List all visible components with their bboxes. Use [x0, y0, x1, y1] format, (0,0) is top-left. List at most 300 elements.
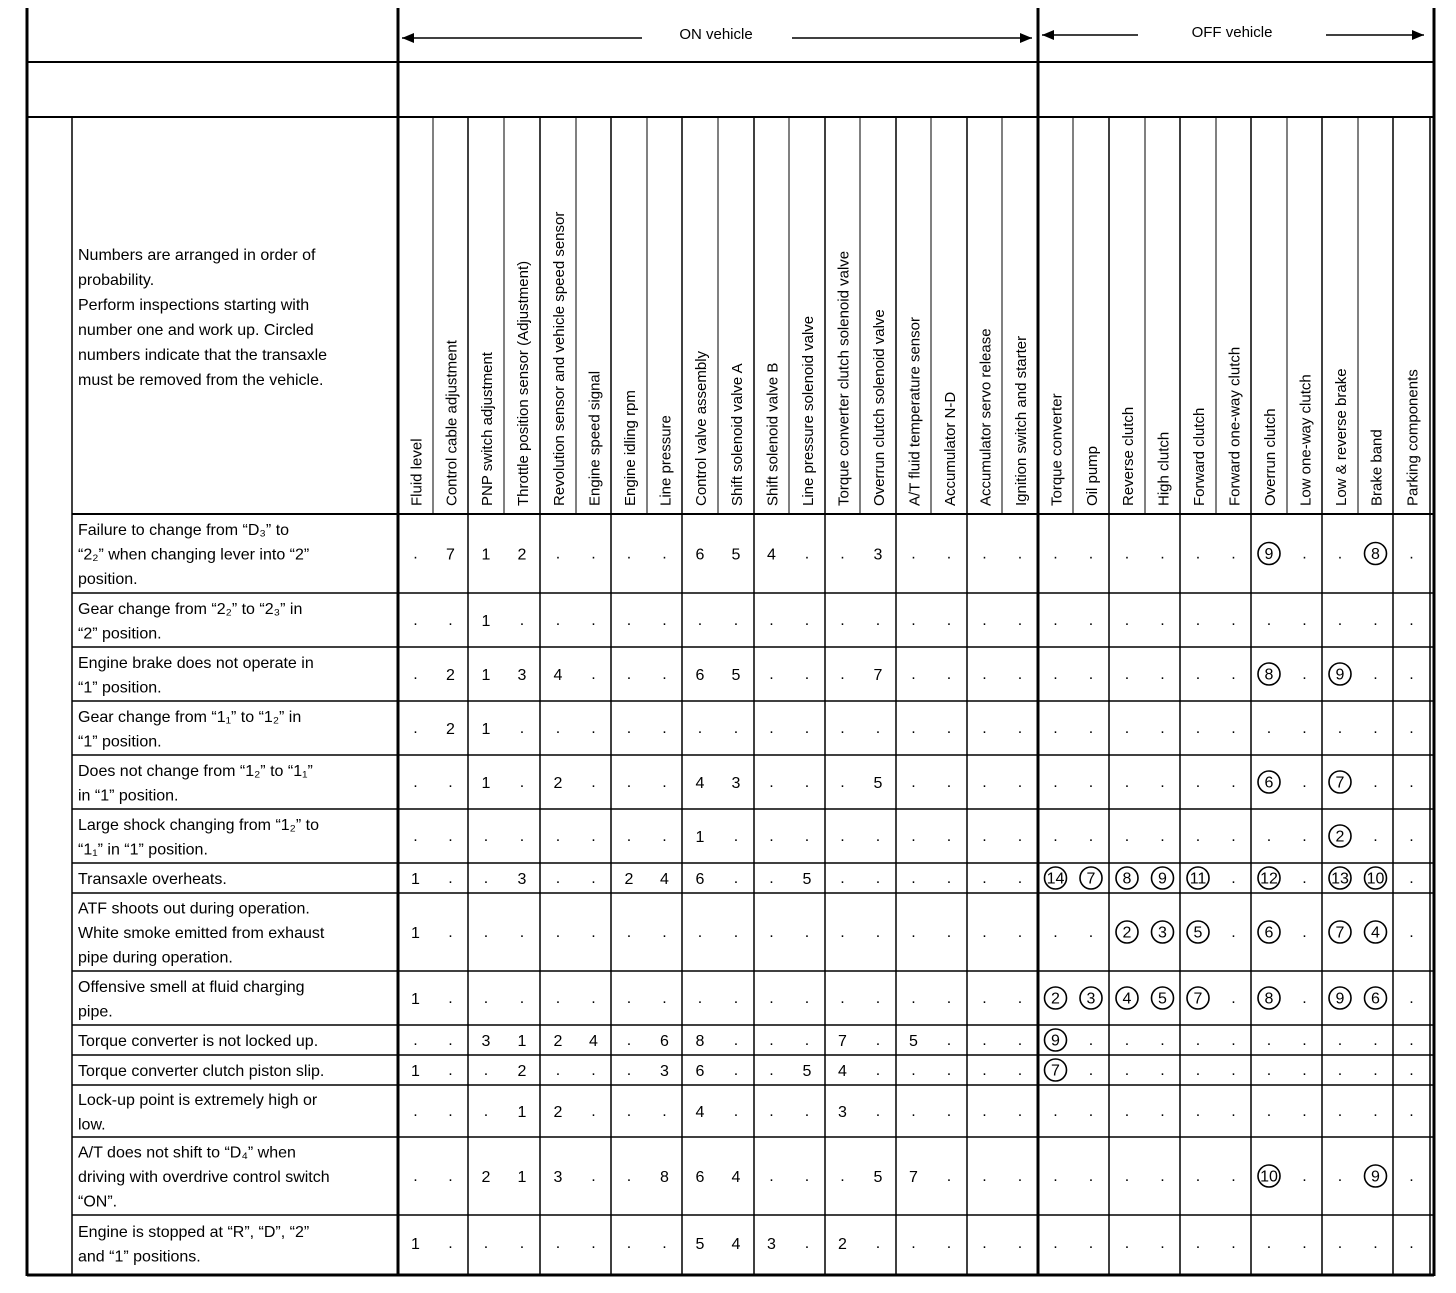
empty-cell-dot: .: [1302, 1235, 1307, 1252]
empty-cell-dot: .: [1017, 666, 1023, 683]
column-header-pnp-switch-adjustment: PNP switch adjustment: [479, 352, 496, 506]
circled-number: 3: [1086, 990, 1096, 1008]
priority-number: 1: [481, 667, 491, 684]
empty-cell-dot: .: [1088, 1103, 1094, 1120]
empty-cell-dot: .: [1160, 1168, 1165, 1185]
empty-cell-dot: .: [1231, 1235, 1236, 1252]
empty-cell-dot: .: [1124, 545, 1130, 563]
empty-cell-dot: .: [911, 924, 916, 941]
empty-cell-dot: .: [769, 1062, 774, 1079]
empty-cell-dot: .: [1017, 1032, 1023, 1049]
empty-cell-dot: .: [1231, 1168, 1236, 1185]
empty-cell-dot: .: [519, 774, 525, 791]
empty-cell-dot: .: [982, 870, 987, 887]
empty-cell-dot: .: [555, 1062, 561, 1079]
empty-cell-dot: .: [555, 545, 561, 563]
priority-number: 3: [517, 871, 527, 888]
empty-cell-dot: .: [1017, 1062, 1023, 1079]
priority-number: 8: [660, 1169, 669, 1186]
empty-cell-dot: .: [1231, 1062, 1236, 1079]
empty-cell-dot: .: [1409, 774, 1414, 791]
circled-number: 7: [1086, 870, 1096, 888]
empty-cell-dot: .: [483, 870, 489, 887]
empty-cell-dot: .: [1053, 828, 1058, 845]
empty-cell-dot: .: [1017, 545, 1023, 563]
empty-cell-dot: .: [840, 870, 845, 887]
empty-cell-dot: .: [1409, 1103, 1414, 1120]
empty-cell-dot: .: [946, 720, 952, 737]
empty-cell-dot: .: [1337, 1168, 1343, 1185]
empty-cell-dot: .: [982, 545, 987, 563]
empty-cell-dot: .: [1160, 720, 1165, 737]
empty-cell-dot: .: [591, 612, 596, 629]
empty-cell-dot: .: [1017, 828, 1023, 845]
empty-cell-dot: .: [1266, 1103, 1272, 1120]
empty-cell-dot: .: [1302, 828, 1307, 845]
circled-number: 8: [1264, 990, 1274, 1008]
empty-cell-dot: .: [1409, 720, 1414, 737]
empty-cell-dot: .: [911, 720, 916, 737]
empty-cell-dot: .: [875, 1103, 881, 1120]
empty-cell-dot: .: [1195, 545, 1201, 563]
empty-cell-dot: .: [1053, 1168, 1058, 1185]
empty-cell-dot: .: [911, 1235, 916, 1252]
empty-cell-dot: .: [982, 720, 987, 737]
empty-cell-dot: .: [1195, 1103, 1201, 1120]
empty-cell-dot: .: [591, 1103, 596, 1120]
priority-number: 1: [481, 613, 491, 630]
empty-cell-dot: .: [1266, 1032, 1272, 1049]
priority-number: 7: [446, 546, 455, 564]
empty-cell-dot: .: [946, 612, 952, 629]
empty-cell-dot: .: [982, 612, 987, 629]
empty-cell-dot: .: [591, 828, 596, 845]
empty-cell-dot: .: [840, 924, 845, 941]
empty-cell-dot: .: [1088, 545, 1094, 563]
priority-number: 2: [481, 1169, 491, 1186]
empty-cell-dot: .: [697, 924, 703, 941]
priority-number: 1: [517, 1169, 527, 1186]
empty-cell-dot: .: [840, 1168, 845, 1185]
priority-number: 1: [411, 991, 420, 1008]
empty-cell-dot: .: [1409, 990, 1414, 1007]
empty-cell-dot: .: [413, 612, 418, 629]
priority-number: 1: [481, 775, 491, 792]
empty-cell-dot: .: [875, 870, 881, 887]
priority-number: 2: [838, 1236, 847, 1253]
empty-cell-dot: .: [946, 1032, 952, 1049]
empty-cell-dot: .: [804, 924, 810, 941]
empty-cell-dot: .: [1409, 828, 1414, 845]
column-header-torque-converter: Torque converter: [1048, 393, 1066, 506]
column-header-revolution-sensor-and-vehicle-speed-sensor: Revolution sensor and vehicle speed sensor: [551, 211, 568, 506]
empty-cell-dot: .: [946, 666, 952, 683]
empty-cell-dot: .: [1160, 545, 1165, 563]
empty-cell-dot: .: [1337, 612, 1343, 629]
empty-cell-dot: .: [1373, 774, 1378, 791]
empty-cell-dot: .: [946, 870, 952, 887]
empty-cell-dot: .: [1124, 1103, 1130, 1120]
empty-cell-dot: .: [1195, 1062, 1201, 1079]
empty-cell-dot: .: [1409, 1168, 1414, 1185]
empty-cell-dot: .: [769, 1032, 774, 1049]
symptom-label-line: Gear change from “1₁” to “1₂” in: [78, 708, 302, 726]
empty-cell-dot: .: [1160, 828, 1165, 845]
empty-cell-dot: .: [1088, 1235, 1094, 1252]
circled-number: 10: [1260, 1168, 1278, 1186]
empty-cell-dot: .: [1302, 870, 1307, 887]
priority-number: 4: [731, 1236, 741, 1253]
empty-cell-dot: .: [626, 924, 632, 941]
priority-number: 6: [660, 1033, 669, 1050]
empty-cell-dot: .: [483, 1235, 489, 1252]
empty-cell-dot: .: [1231, 545, 1236, 563]
empty-cell-dot: .: [1302, 545, 1307, 563]
empty-cell-dot: .: [1409, 545, 1414, 563]
empty-cell-dot: .: [591, 545, 596, 563]
empty-cell-dot: .: [448, 1062, 453, 1079]
empty-cell-dot: .: [1160, 612, 1165, 629]
empty-cell-dot: .: [1373, 720, 1378, 737]
empty-cell-dot: .: [519, 612, 525, 629]
column-header-overrun-clutch: Overrun clutch: [1262, 408, 1279, 506]
column-header-engine-idling-rpm: Engine idling rpm: [622, 390, 639, 506]
symptom-label-line: Lock-up point is extremely high or: [78, 1091, 318, 1109]
empty-cell-dot: .: [1124, 828, 1130, 845]
column-header-torque-converter-clutch-solenoid-valve: Torque converter clutch solenoid valve: [835, 250, 853, 506]
empty-cell-dot: .: [483, 990, 489, 1007]
empty-cell-dot: .: [1373, 1235, 1378, 1252]
empty-cell-dot: .: [591, 774, 596, 791]
circled-number: 9: [1051, 1032, 1060, 1050]
priority-number: 7: [838, 1033, 847, 1050]
empty-cell-dot: .: [626, 774, 632, 791]
priority-number: 5: [802, 1063, 812, 1080]
empty-cell-dot: .: [875, 990, 881, 1007]
empty-cell-dot: .: [662, 924, 667, 941]
empty-cell-dot: .: [1124, 1062, 1130, 1079]
empty-cell-dot: .: [1302, 990, 1307, 1007]
priority-number: 2: [517, 1063, 527, 1080]
symptom-label-line: and “1” positions.: [78, 1248, 201, 1266]
symptom-label-line: ATF shoots out during operation.: [78, 900, 310, 918]
empty-cell-dot: .: [1160, 1235, 1165, 1252]
note-line: Numbers are arranged in order of: [78, 247, 316, 264]
empty-cell-dot: .: [1337, 1062, 1343, 1079]
column-header-line-pressure: Line pressure: [657, 415, 675, 506]
circled-number: 13: [1331, 870, 1349, 888]
empty-cell-dot: .: [448, 612, 453, 629]
empty-cell-dot: .: [1124, 1032, 1130, 1049]
empty-cell-dot: .: [1231, 990, 1236, 1007]
empty-cell-dot: .: [697, 720, 703, 737]
empty-cell-dot: .: [1053, 720, 1058, 737]
empty-cell-dot: .: [733, 612, 739, 629]
empty-cell-dot: .: [1302, 774, 1307, 791]
circled-number: 9: [1371, 1168, 1380, 1186]
empty-cell-dot: .: [1017, 990, 1023, 1007]
empty-cell-dot: .: [769, 666, 774, 683]
empty-cell-dot: .: [1231, 720, 1236, 737]
priority-number: 5: [695, 1236, 705, 1253]
symptom-label-line: driving with overdrive control switch: [78, 1169, 330, 1186]
empty-cell-dot: .: [1266, 1062, 1272, 1079]
empty-cell-dot: .: [946, 1235, 952, 1252]
empty-cell-dot: .: [448, 1103, 453, 1120]
empty-cell-dot: .: [982, 1032, 987, 1049]
note-line: Perform inspections starting with: [78, 297, 310, 314]
empty-cell-dot: .: [911, 774, 916, 791]
priority-number: 1: [517, 1033, 527, 1050]
empty-cell-dot: .: [662, 1103, 667, 1120]
empty-cell-dot: .: [911, 666, 916, 683]
empty-cell-dot: .: [555, 612, 561, 629]
empty-cell-dot: .: [662, 666, 667, 683]
empty-cell-dot: .: [911, 990, 916, 1007]
column-header-accumulator-servo-release: Accumulator servo release: [977, 328, 995, 506]
note-line: number one and work up. Circled: [78, 322, 314, 339]
priority-number: 5: [873, 1169, 883, 1186]
empty-cell-dot: .: [448, 1032, 453, 1049]
priority-number: 4: [767, 546, 776, 564]
empty-cell-dot: .: [626, 1103, 632, 1120]
empty-cell-dot: .: [413, 1103, 418, 1120]
empty-cell-dot: .: [1373, 1062, 1378, 1079]
empty-cell-dot: .: [982, 1103, 987, 1120]
column-header-low-one-way-clutch: Low one-way clutch: [1297, 374, 1315, 506]
column-header-line-pressure-solenoid-valve: Line pressure solenoid valve: [800, 315, 817, 506]
note-line: must be removed from the vehicle.: [78, 372, 324, 389]
symptom-label-line: position.: [78, 571, 138, 588]
circled-number: 11: [1189, 870, 1207, 888]
empty-cell-dot: .: [1017, 870, 1023, 887]
empty-cell-dot: .: [1302, 612, 1307, 629]
empty-cell-dot: .: [1337, 1032, 1343, 1049]
empty-cell-dot: .: [626, 720, 632, 737]
off-vehicle-label: OFF vehicle: [1191, 24, 1273, 41]
symptom-label-line: Torque converter is not locked up.: [78, 1033, 319, 1050]
empty-cell-dot: .: [1017, 1103, 1023, 1120]
column-header-fluid-level: Fluid level: [408, 438, 426, 506]
empty-cell-dot: .: [982, 1235, 987, 1252]
empty-cell-dot: .: [1302, 1103, 1307, 1120]
circled-number: 3: [1158, 924, 1167, 942]
priority-number: 4: [695, 1104, 705, 1121]
empty-cell-dot: .: [911, 870, 916, 887]
priority-number: 5: [873, 775, 883, 792]
empty-cell-dot: .: [1017, 1168, 1023, 1185]
empty-cell-dot: .: [804, 1103, 810, 1120]
empty-cell-dot: .: [804, 828, 810, 845]
priority-number: 4: [589, 1033, 598, 1050]
column-header-shift-solenoid-valve-a: Shift solenoid valve A: [729, 363, 746, 506]
empty-cell-dot: .: [1302, 720, 1307, 737]
empty-cell-dot: .: [982, 924, 987, 941]
empty-cell-dot: .: [591, 666, 596, 683]
empty-cell-dot: .: [946, 545, 952, 563]
empty-cell-dot: .: [946, 1103, 952, 1120]
priority-number: 6: [695, 1169, 705, 1186]
empty-cell-dot: .: [1337, 1235, 1343, 1252]
empty-cell-dot: .: [1302, 666, 1307, 683]
column-header-oil-pump: Oil pump: [1084, 445, 1101, 506]
empty-cell-dot: .: [626, 666, 632, 683]
empty-cell-dot: .: [626, 990, 632, 1007]
empty-cell-dot: .: [804, 774, 810, 791]
circled-number: 8: [1264, 666, 1274, 684]
empty-cell-dot: .: [483, 828, 489, 845]
priority-number: 1: [695, 829, 705, 846]
empty-cell-dot: .: [591, 924, 596, 941]
empty-cell-dot: .: [769, 774, 774, 791]
empty-cell-dot: .: [875, 1032, 881, 1049]
empty-cell-dot: .: [591, 1168, 596, 1185]
empty-cell-dot: .: [555, 1235, 561, 1252]
empty-cell-dot: .: [413, 774, 418, 791]
empty-cell-dot: .: [733, 828, 739, 845]
symptom-label-line: Transaxle overheats.: [78, 871, 227, 888]
empty-cell-dot: .: [1373, 828, 1378, 845]
column-header-a-t-fluid-temperature-sensor: A/T fluid temperature sensor: [906, 317, 924, 506]
empty-cell-dot: .: [519, 828, 525, 845]
empty-cell-dot: .: [591, 990, 596, 1007]
empty-cell-dot: .: [626, 612, 632, 629]
empty-cell-dot: .: [555, 990, 561, 1007]
empty-cell-dot: .: [1231, 828, 1236, 845]
priority-number: 1: [481, 721, 491, 738]
priority-number: 5: [909, 1033, 918, 1050]
priority-number: 3: [517, 667, 527, 684]
empty-cell-dot: .: [946, 828, 952, 845]
empty-cell-dot: .: [840, 545, 845, 563]
priority-number: 1: [411, 1236, 420, 1253]
priority-number: 1: [481, 546, 491, 564]
priority-number: 2: [553, 775, 563, 792]
empty-cell-dot: .: [1017, 924, 1023, 941]
empty-cell-dot: .: [982, 828, 987, 845]
empty-cell-dot: .: [1231, 774, 1236, 791]
empty-cell-dot: .: [591, 1235, 596, 1252]
empty-cell-dot: .: [448, 774, 453, 791]
empty-cell-dot: .: [1124, 1168, 1130, 1185]
empty-cell-dot: .: [662, 720, 667, 737]
circled-number: 9: [1335, 666, 1345, 684]
empty-cell-dot: .: [982, 774, 987, 791]
empty-cell-dot: .: [1160, 1032, 1165, 1049]
empty-cell-dot: .: [1302, 1062, 1307, 1079]
empty-cell-dot: .: [1017, 612, 1023, 629]
symptom-label-line: Offensive smell at fluid charging: [78, 978, 305, 996]
empty-cell-dot: .: [911, 1103, 916, 1120]
empty-cell-dot: .: [1409, 1032, 1414, 1049]
priority-number: 5: [731, 667, 741, 684]
circled-number: 8: [1371, 546, 1380, 563]
circled-number: 12: [1260, 870, 1278, 888]
circled-number: 4: [1371, 924, 1380, 942]
empty-cell-dot: .: [662, 774, 667, 791]
priority-number: 7: [873, 667, 883, 684]
column-header-control-cable-adjustment: Control cable adjustment: [443, 340, 461, 506]
column-header-shift-solenoid-valve-b: Shift solenoid valve B: [764, 362, 782, 506]
priority-number: 1: [411, 1063, 420, 1080]
empty-cell-dot: .: [1053, 924, 1058, 941]
empty-cell-dot: .: [1124, 666, 1130, 683]
priority-number: 3: [481, 1033, 491, 1050]
empty-cell-dot: .: [662, 612, 667, 629]
empty-cell-dot: .: [1195, 828, 1201, 845]
column-header-brake-band: Brake band: [1368, 429, 1386, 506]
priority-number: 4: [660, 871, 669, 888]
symptom-label-line: low.: [78, 1116, 106, 1134]
empty-cell-dot: .: [911, 1062, 916, 1079]
priority-number: 2: [446, 667, 455, 684]
symptom-label-line: Does not change from “1₂” to “1₁”: [78, 762, 313, 780]
priority-number: 1: [411, 925, 420, 942]
priority-number: 3: [873, 546, 883, 564]
empty-cell-dot: .: [519, 990, 525, 1007]
empty-cell-dot: .: [448, 1168, 453, 1185]
empty-cell-dot: .: [804, 612, 810, 629]
column-header-control-valve-assembly: Control valve assembly: [693, 350, 710, 506]
empty-cell-dot: .: [946, 1062, 952, 1079]
empty-cell-dot: .: [1266, 1235, 1272, 1252]
priority-number: 2: [446, 721, 455, 738]
symptom-label-line: White smoke emitted from exhaust: [78, 925, 325, 942]
priority-number: 1: [411, 871, 420, 888]
symptom-label-line: in “1” position.: [78, 787, 179, 805]
empty-cell-dot: .: [946, 924, 952, 941]
empty-cell-dot: .: [769, 1168, 774, 1185]
circled-number: 7: [1335, 774, 1345, 792]
empty-cell-dot: .: [1088, 720, 1094, 737]
empty-cell-dot: .: [982, 666, 987, 683]
symptom-label-line: pipe.: [78, 1003, 113, 1021]
empty-cell-dot: .: [1053, 612, 1058, 629]
empty-cell-dot: .: [1088, 1062, 1094, 1079]
empty-cell-dot: .: [1088, 612, 1094, 629]
circled-number: 6: [1264, 924, 1274, 942]
empty-cell-dot: .: [1088, 1168, 1094, 1185]
empty-cell-dot: .: [840, 666, 845, 683]
priority-number: 6: [695, 1063, 705, 1080]
empty-cell-dot: .: [413, 545, 418, 563]
empty-cell-dot: .: [804, 666, 810, 683]
empty-cell-dot: .: [697, 612, 703, 629]
circled-number: 4: [1122, 990, 1132, 1008]
empty-cell-dot: .: [840, 612, 845, 629]
priority-number: 7: [909, 1169, 918, 1186]
empty-cell-dot: .: [1088, 1032, 1094, 1049]
empty-cell-dot: .: [733, 1103, 739, 1120]
priority-number: 3: [660, 1063, 669, 1080]
empty-cell-dot: .: [1373, 666, 1378, 683]
empty-cell-dot: .: [804, 1168, 810, 1185]
empty-cell-dot: .: [1017, 774, 1023, 791]
empty-cell-dot: .: [1160, 666, 1165, 683]
empty-cell-dot: .: [875, 924, 881, 941]
empty-cell-dot: .: [769, 1103, 774, 1120]
empty-cell-dot: .: [946, 990, 952, 1007]
empty-cell-dot: .: [840, 990, 845, 1007]
empty-cell-dot: .: [769, 612, 774, 629]
empty-cell-dot: .: [1053, 1103, 1058, 1120]
empty-cell-dot: .: [626, 1062, 632, 1079]
column-header-overrun-clutch-solenoid-valve: Overrun clutch solenoid valve: [871, 309, 888, 506]
column-header-reverse-clutch: Reverse clutch: [1120, 406, 1137, 506]
column-header-high-clutch: High clutch: [1155, 431, 1173, 506]
empty-cell-dot: .: [946, 774, 952, 791]
symptom-label-line: Engine brake does not operate in: [78, 654, 314, 672]
